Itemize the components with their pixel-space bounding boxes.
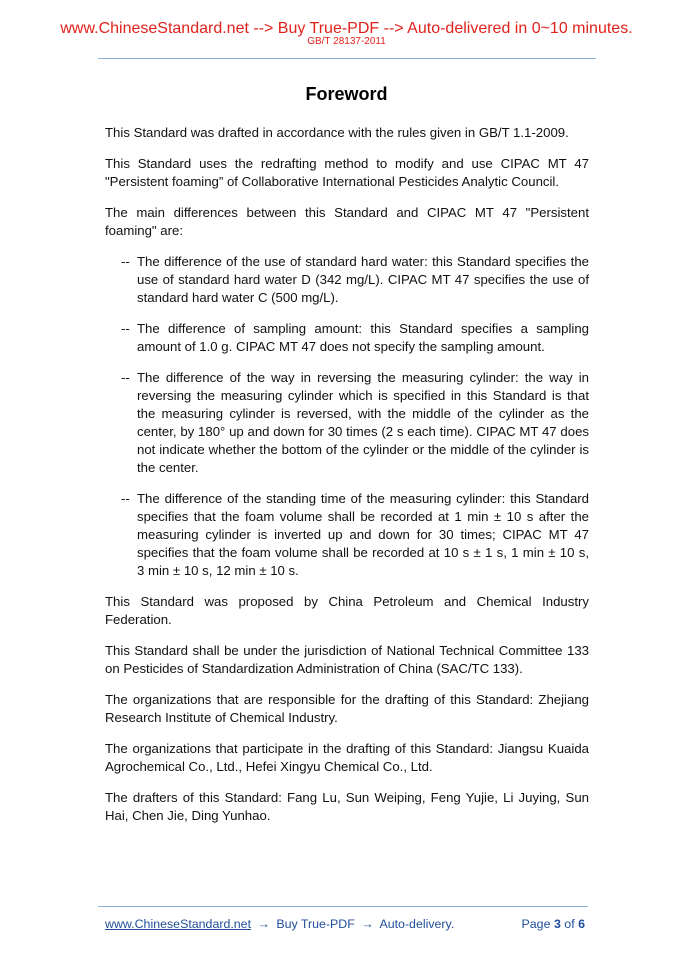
page-title: Foreword bbox=[305, 84, 388, 104]
paragraph-proposed-by: This Standard was proposed by China Petroleum and Chemical Industry Federation. bbox=[105, 594, 589, 627]
page-number bbox=[522, 916, 585, 932]
page-total: 6 bbox=[578, 917, 585, 931]
list-item bbox=[121, 490, 589, 580]
paragraph-drafters: The drafters of this Standard: Fang Lu, Sun Weiping, Feng Yujie, Li Juying, Sun Hai, Chen Jie, Ding Yunhao. bbox=[105, 790, 589, 823]
list-item-text: The difference of the use of standard hard water: this Standard specifies the use of standard hard water D (342 mg/L). CIPAC MT 47 specifies the use of standard hard water C (500 mg/L). bbox=[137, 254, 589, 305]
top-banner-link[interactable]: www.ChineseStandard.net --> Buy True-PDF --> Auto-delivered in 0~10 minutes. bbox=[60, 20, 633, 37]
page-current: 3 bbox=[553, 917, 561, 931]
arrow-right-icon: → bbox=[257, 917, 270, 931]
paragraph-redrafting-method: This Standard uses the redrafting method to modify and use CIPAC MT 47 "Persistent foaming” of Collaborative International Pesticides Analytic Council. bbox=[105, 156, 589, 189]
list-item bbox=[121, 320, 589, 356]
list-item bbox=[121, 253, 589, 307]
list-dash: -- bbox=[121, 370, 130, 385]
paragraph-main-differences: The main differences between this Standard and CIPAC MT 47 "Persistent foaming" are: bbox=[105, 205, 589, 238]
footer-buy-link[interactable]: Buy True-PDF bbox=[276, 917, 355, 931]
paragraph-participating-organizations: The organizations that participate in the drafting of this Standard: Jiangsu Kuaida Agrochemical Co., Ltd., Hefei Xingyu Chemical Co., Ltd. bbox=[105, 741, 589, 774]
footer-website-link[interactable]: www.ChineseStandard.net bbox=[105, 917, 252, 931]
paragraph-drafting-rules: This Standard was drafted in accordance with the rules given in GB/T 1.1-2009. bbox=[105, 125, 569, 140]
list-dash: -- bbox=[121, 321, 130, 336]
list-dash: -- bbox=[121, 491, 130, 506]
page-label: Page bbox=[521, 917, 551, 931]
document-body bbox=[105, 124, 589, 838]
footer-delivery-text: Auto-delivery. bbox=[379, 917, 455, 931]
header-divider bbox=[98, 58, 596, 59]
paragraph-drafting-organizations: The organizations that are responsible for the drafting of this Standard: Zhejiang Research Institute of Chemical Industry. bbox=[105, 692, 589, 725]
list-item-text: The difference of sampling amount: this Standard specifies a sampling amount of 1.0 g. CIPAC MT 47 does not specify the sampling amount. bbox=[137, 321, 589, 354]
list-item-text: The difference of the standing time of the measuring cylinder: this Standard specifies that the foam volume shall be recorded at 1 min ± 10 s after the measuring cylinder is inverted up and down for 30 times; CIPAC MT 47 specifies that the foam volume shall be recorded at 10 s ± 1 s, 1 min ± 10 s, 3 min ± 10 s, 12 min ± 10 s. bbox=[137, 491, 589, 578]
standard-code: GB/T 28137-2011 bbox=[307, 36, 386, 47]
list-item bbox=[121, 369, 589, 477]
list-item-text: The difference of the way in reversing the measuring cylinder: the way in reversing the measuring cylinder which is specified in this Standard is that the measuring cylinder is reversed, with the middle of the cylinder as the center, by 180° up and down for 30 times (2 s each time). CIPAC MT 47 does not indicate whether the bottom of the cylinder or the middle of the cylinder is the center. bbox=[137, 370, 589, 475]
page-footer bbox=[105, 916, 585, 932]
footer-divider bbox=[98, 906, 588, 907]
page-of: of bbox=[564, 917, 575, 931]
list-dash: -- bbox=[121, 254, 130, 269]
paragraph-jurisdiction: This Standard shall be under the jurisdiction of National Technical Committee 133 on Pesticides of Standardization Administration of China (SAC/TC 133). bbox=[105, 643, 589, 676]
arrow-right-icon: → bbox=[361, 917, 374, 931]
